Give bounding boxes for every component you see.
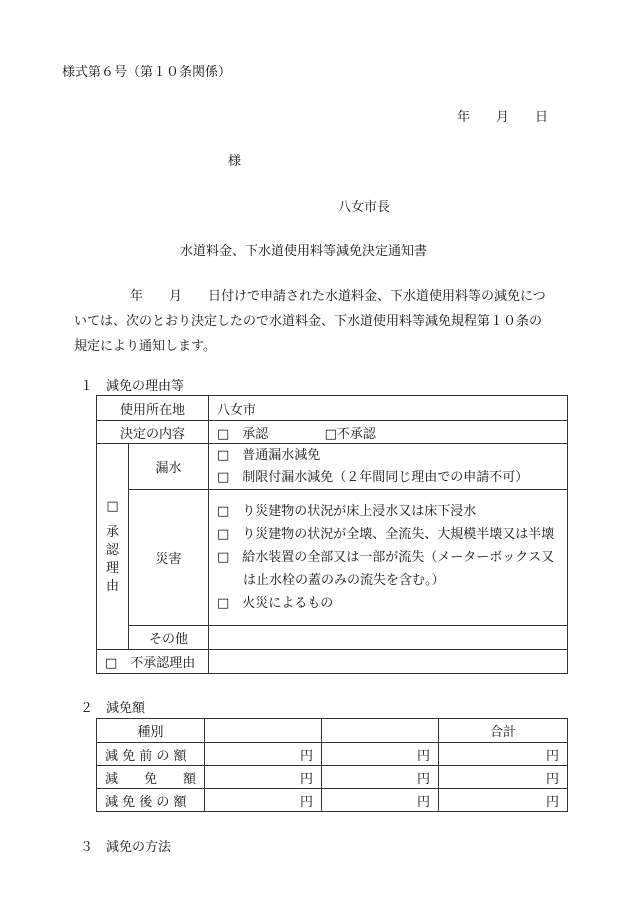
addressee: 様 <box>228 154 242 169</box>
approve-reason-char-4: 由 <box>105 578 119 594</box>
amount-cell[interactable]: 円 <box>439 766 568 789</box>
reject-reason-label[interactable]: □ 不承認理由 <box>97 650 209 674</box>
approve-reason-char-2: 認 <box>105 542 119 558</box>
approve-reason-char-3: 理 <box>105 560 119 576</box>
section2-heading: ２ 減免額 <box>80 701 146 716</box>
leak-option-2[interactable]: □ 制限付漏水減免（２年間同じ理由での申請不可） <box>217 469 529 485</box>
disaster-option-3[interactable]: □ 給水装置の全部又は一部が流失（メーターボックス又は止水栓の蓋のみの流失を含む。） <box>217 550 555 588</box>
approve-checkbox[interactable]: □ 承認 <box>217 426 269 442</box>
disaster-option-4[interactable]: □ 火災によるもの <box>217 596 334 611</box>
amount-cell[interactable]: 円 <box>205 766 322 789</box>
disaster-options <box>209 490 568 626</box>
amount-cell[interactable]: 円 <box>322 789 439 812</box>
table-row <box>97 789 568 812</box>
header-col-1 <box>205 719 322 743</box>
amount-cell[interactable]: 円 <box>322 766 439 789</box>
decision-options <box>209 421 568 444</box>
amount-table <box>96 718 568 812</box>
header-col-2 <box>322 719 439 743</box>
location-value: 八女市 <box>209 396 568 421</box>
disaster-option-1[interactable]: □ り災建物の状況が床上浸水又は床下浸水 <box>217 504 477 519</box>
document-title: 水道料金、下水道使用料等減免決定通知書 <box>180 244 428 259</box>
approve-reason-cell <box>97 444 129 650</box>
decision-label: 決定の内容 <box>97 421 209 444</box>
row-label: 減 免 前 の 額 <box>97 743 205 766</box>
table-row <box>97 743 568 766</box>
disaster-option-2[interactable]: □ り災建物の状況が全壊、全流失、大規模半壊又は半壊 <box>217 527 555 542</box>
approve-reason-checkbox[interactable]: □ <box>106 498 119 514</box>
disaster-label: 災害 <box>129 490 209 626</box>
intro-line-2: いては、次のとおり決定したので水道料金、下水道使用料等減免規程第１０条の <box>74 314 543 329</box>
approve-reason-char-1: 承 <box>105 524 119 540</box>
reject-checkbox[interactable]: □不承認 <box>324 426 376 442</box>
reject-reason-value[interactable] <box>209 650 568 674</box>
row-label: 減 免 額 <box>97 766 205 789</box>
leak-options <box>209 444 568 490</box>
leak-option-1[interactable]: □ 普通漏水減免 <box>217 447 321 463</box>
row-label: 減 免 後 の 額 <box>97 789 205 812</box>
amount-cell[interactable]: 円 <box>322 743 439 766</box>
location-label: 使用所在地 <box>97 396 209 421</box>
header-kind: 種別 <box>97 719 205 743</box>
section3-heading: ３ 減免の方法 <box>80 840 172 855</box>
form-number: 様式第６号（第１０条関係） <box>62 65 232 80</box>
section1-heading: １ 減免の理由等 <box>80 379 185 394</box>
date-line: 年 月 日 <box>457 110 549 125</box>
intro-paragraph <box>75 284 575 359</box>
amount-cell[interactable]: 円 <box>205 789 322 812</box>
intro-line-1: 年 月 日付けで申請された水道料金、下水道使用料等の減免につ <box>130 289 546 304</box>
amount-cell[interactable]: 円 <box>205 743 322 766</box>
table-row <box>97 766 568 789</box>
header-total: 合計 <box>439 719 568 743</box>
intro-line-3: 規定により通知します。 <box>74 339 216 354</box>
amount-cell[interactable]: 円 <box>439 789 568 812</box>
leak-label: 漏水 <box>129 444 209 490</box>
other-label: その他 <box>129 626 209 650</box>
issuer: 八女市長 <box>338 200 391 215</box>
amount-cell[interactable]: 円 <box>439 743 568 766</box>
other-value[interactable] <box>209 626 568 650</box>
reason-table <box>96 395 568 674</box>
